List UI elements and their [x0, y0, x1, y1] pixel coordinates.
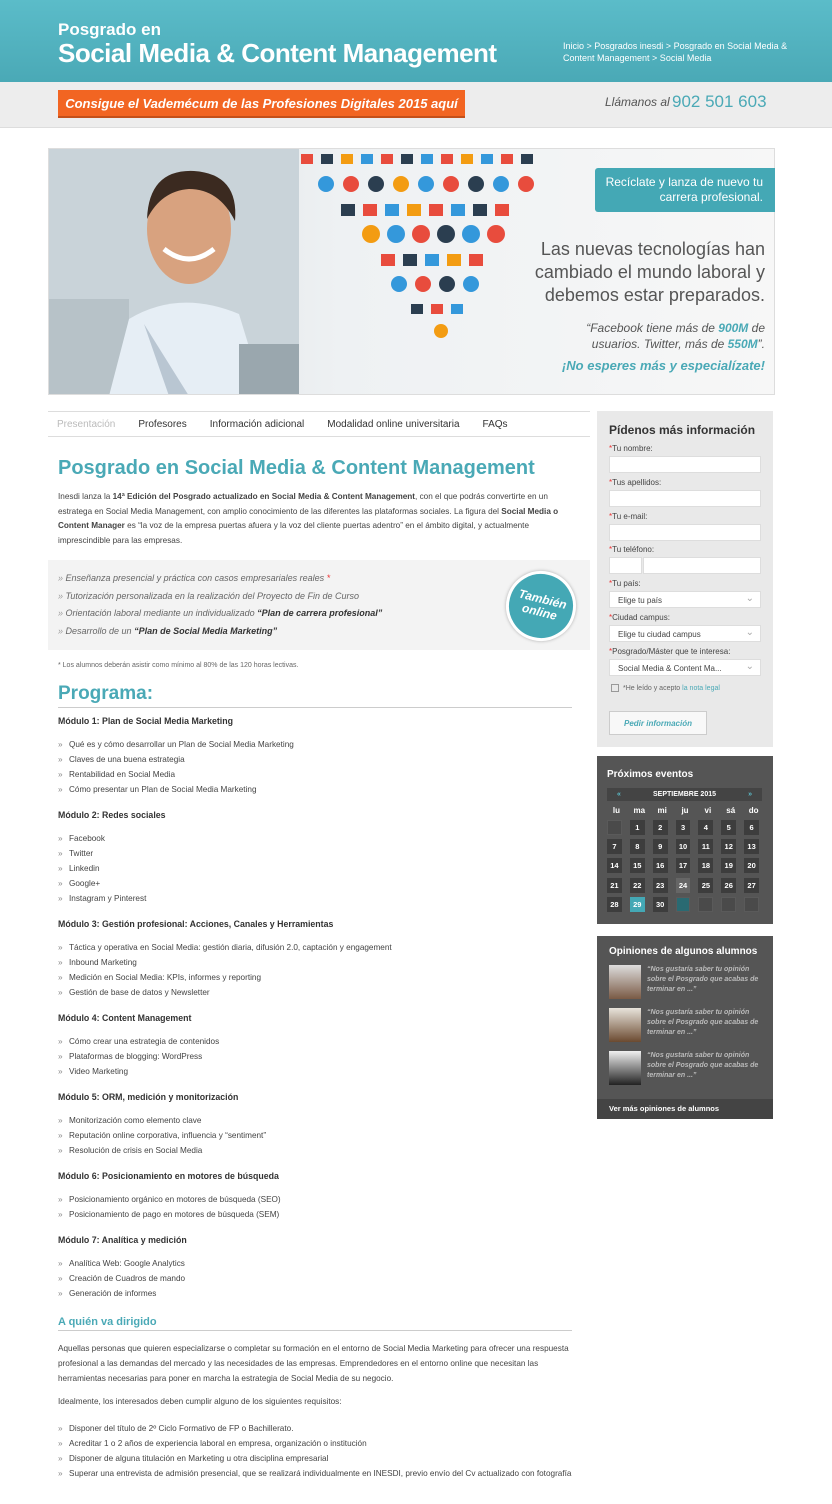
module-item: » Analítica Web: Google Analytics — [58, 1259, 578, 1274]
opinion-item[interactable] — [609, 965, 769, 1001]
module-item: » Posicionamiento de pago en motores de búsqueda (SEM) — [58, 1210, 578, 1225]
module-item: » Cómo presentar un Plan de Social Media Marketing — [58, 785, 578, 800]
module-item: » Monitorización como elemento clave — [58, 1116, 578, 1131]
posgrado-select[interactable]: Social Media & Content Ma... ⌄ — [609, 659, 761, 676]
module-item: » Generación de informes — [58, 1289, 578, 1304]
apellidos-input[interactable] — [609, 490, 761, 507]
module-item: » Gestión de base de datos y Newsletter — [58, 988, 578, 1003]
weekday-label: do — [748, 806, 759, 815]
ciudad-select[interactable]: Elige tu ciudad campus ⌄ — [609, 625, 761, 642]
requirement-item: » Disponer de alguna titulación en Marketing u otra disciplina empresarial — [58, 1451, 578, 1466]
weekday-label: ju — [681, 806, 689, 815]
calendar-day[interactable]: 3 — [676, 820, 691, 835]
field-label-pais: *Tu país: — [609, 579, 641, 588]
module-title: Módulo 3: Gestión profesional: Acciones, Canales y Herramientas — [58, 919, 334, 929]
banner-quote: “Facebook tiene más de 900M de usuarios. Twitter, más de 550M”. — [586, 321, 765, 351]
calendar-day[interactable]: 18 — [698, 858, 713, 873]
programa-heading: Programa: — [58, 683, 572, 708]
banner-headline: Las nuevas tecnologías han cambiado el mundo laboral y debemos estar preparados. — [534, 239, 765, 305]
calendar-weekdays — [605, 806, 765, 815]
module-items — [58, 1037, 578, 1082]
calendar-day[interactable]: 21 — [607, 878, 622, 893]
banner-tag: Recíclate y lanza de nuevo tu carrera profesional. — [595, 168, 775, 212]
module-item: » Plataformas de blogging: WordPress — [58, 1052, 578, 1067]
module-item: » Inbound Marketing — [58, 958, 578, 973]
calendar-week — [607, 839, 767, 858]
tab-presentacion[interactable]: Presentación — [57, 418, 116, 430]
field-label-posgrado: *Posgrado/Máster que te interesa: — [609, 647, 731, 656]
tab-modalidad-online[interactable]: Modalidad online universitaria — [327, 418, 460, 430]
module-items — [58, 1259, 578, 1304]
intro-paragraph: Inesdi lanza la 14ª Edición del Posgrado actualizado en Social Media & Content Management, con el que podrás convertirte en un estratega en Social Media Management, con amplio conocimiento de las diferentes las plataformas sociales. La figura del Social Media o Content Manager es “la voz de la empresa puertas afuera y la voz del cliente puertas adentro” en el ámbito digital, y actualmente imprescindible para las empresas. — [58, 492, 559, 545]
calendar-day[interactable]: 10 — [676, 839, 691, 854]
calendar-day[interactable]: 7 — [607, 839, 622, 854]
module-item: » Facebook — [58, 834, 578, 849]
calendar-day[interactable]: 13 — [744, 839, 759, 854]
requirements-intro: Idealmente, los interesados deben cumplir alguno de los siguientes requisitos: — [58, 1397, 342, 1406]
vademecum-promo-button[interactable] — [58, 90, 465, 118]
calendar-day[interactable]: 9 — [653, 839, 668, 854]
legal-note-link[interactable]: la nota legal — [682, 684, 720, 692]
module-title: Módulo 6: Posicionamiento en motores de búsqueda — [58, 1171, 279, 1181]
feature-item: » Desarrollo de un “Plan de Social Media Marketing” — [58, 623, 382, 641]
calendar-day — [607, 820, 622, 835]
avatar — [609, 965, 641, 999]
module-item: » Qué es y cómo desarrollar un Plan de Social Media Marketing — [58, 740, 578, 755]
legal-checkbox[interactable] — [611, 684, 619, 692]
pais-select[interactable]: Elige tu país ⌄ — [609, 591, 761, 608]
calendar-day[interactable]: 25 — [698, 878, 713, 893]
requirement-item: » Acreditar 1 o 2 años de experiencia laboral en empresa, organización o institución — [58, 1436, 578, 1451]
calendar-day — [744, 897, 759, 912]
calendar-day[interactable]: 29 — [630, 897, 645, 912]
module-item: » Posicionamiento orgánico en motores de búsqueda (SEO) — [58, 1195, 578, 1210]
module-title: Módulo 4: Content Management — [58, 1013, 192, 1023]
module-items — [58, 943, 578, 1003]
calendar-month: SEPTIEMBRE 2015 — [652, 791, 717, 798]
requirement-item: » Superar una entrevista de admisión presencial, que se realizará individualmente en INESDI, previo envío del Cv actualizado con fotografía — [58, 1466, 578, 1481]
calendar-day[interactable]: 12 — [721, 839, 736, 854]
next-month-button[interactable]: » — [748, 791, 752, 798]
field-label-email: *Tu e-mail: — [609, 512, 648, 521]
field-label-nombre: *Tu nombre: — [609, 444, 653, 453]
prev-month-button[interactable]: « — [617, 791, 621, 798]
module-item: » Twitter — [58, 849, 578, 864]
weekday-label: mi — [657, 806, 667, 815]
module-items — [58, 1116, 578, 1161]
calendar-day[interactable]: 19 — [721, 858, 736, 873]
more-opinions-link[interactable]: Ver más opiniones de alumnos — [597, 1099, 773, 1119]
calendar-grid — [607, 820, 767, 916]
site-title-line2[interactable]: Social Media & Content Management — [58, 38, 497, 68]
module-item: » Claves de una buena estrategia — [58, 755, 578, 770]
calendar-day[interactable]: 11 — [698, 839, 713, 854]
calendar-day — [698, 897, 713, 912]
module-item: » Linkedin — [58, 864, 578, 879]
online-badge[interactable]: También online — [499, 564, 584, 649]
avatar — [609, 1008, 641, 1042]
module-items — [58, 740, 578, 800]
phone-number[interactable]: 902 501 603 — [672, 92, 767, 111]
calendar-week — [607, 897, 767, 916]
calendar-day[interactable]: 2 — [653, 820, 668, 835]
calendar-day[interactable]: 28 — [607, 897, 622, 912]
target-paragraph: Aquellas personas que quieren especializarse o completar su formación en el entorno de Social Media Marketing para ofrecer una respuesta profesional a las demandas del mercado y las necesidades de las empresas. Emprendedores en el entorno online que necesitan las herramientas necesarias para poner en marcha la estrategia de Social Media de su negocio. — [58, 1344, 569, 1383]
calendar-day[interactable]: 1 — [630, 820, 645, 835]
module-item: » Creación de Cuadros de mando — [58, 1274, 578, 1289]
field-label-ciudad: *Ciudad campus: — [609, 613, 670, 622]
calendar-day[interactable]: 14 — [607, 858, 622, 873]
opinion-item[interactable] — [609, 1008, 769, 1044]
weekday-label: sá — [726, 806, 736, 815]
feature-item: » Tutorización personalizada en la realización del Proyecto de Fin de Curso — [58, 588, 382, 606]
call-label: Llámanos al — [605, 95, 670, 109]
opinion-quote: “Nos gustaría saber tu opinión sobre el Posgrado que acabas de terminar en ...” — [647, 966, 759, 993]
calendar-day — [676, 897, 691, 912]
module-title: Módulo 2: Redes sociales — [58, 810, 166, 820]
opinion-quote: “Nos gustaría saber tu opinión sobre el Posgrado que acabas de terminar en ...” — [647, 1009, 759, 1036]
site-title-line1: Posgrado en — [58, 20, 161, 39]
module-title: Módulo 5: ORM, medición y monitorización — [58, 1092, 239, 1102]
requirements-list — [58, 1421, 578, 1481]
info-request-form — [597, 411, 773, 747]
calendar-day[interactable]: 22 — [630, 878, 645, 893]
calendar-day — [721, 897, 736, 912]
avatar — [609, 1051, 641, 1085]
module-title: Módulo 7: Analítica y medición — [58, 1235, 187, 1245]
field-label-apellidos: *Tus apellidos: — [609, 478, 662, 487]
calendar-day[interactable]: 26 — [721, 878, 736, 893]
calendar-day[interactable]: 16 — [653, 858, 668, 873]
calendar-week — [607, 878, 767, 897]
events-title: Próximos eventos — [607, 769, 694, 780]
legal-checkbox-row[interactable]: *He leído y acepto la nota legal — [611, 684, 720, 692]
calendar-day[interactable]: 4 — [698, 820, 713, 835]
weekday-label: ma — [633, 806, 646, 815]
module-items — [58, 1195, 578, 1225]
module-item: » Resolución de crisis en Social Media — [58, 1146, 578, 1161]
module-item: » Instagram y Pinterest — [58, 894, 578, 909]
content-tabs — [48, 411, 590, 437]
promo-label-strong: aquí — [431, 95, 458, 111]
modules-list — [58, 716, 578, 1314]
calendar-day[interactable]: 24 — [676, 878, 691, 893]
calendar-day[interactable]: 8 — [630, 839, 645, 854]
calendar-day[interactable]: 30 — [653, 897, 668, 912]
requirement-item: » Disponer del título de 2º Ciclo Formativo de FP o Bachillerato. — [58, 1421, 578, 1436]
opinion-item[interactable] — [609, 1051, 769, 1087]
module-item: » Cómo crear una estrategia de contenidos — [58, 1037, 578, 1052]
feature-item: » Orientación laboral mediante un individualizado “Plan de carrera profesional” — [58, 605, 382, 623]
calendar-day[interactable]: 15 — [630, 858, 645, 873]
submit-button[interactable]: Pedir información — [609, 711, 707, 735]
weekday-label: vi — [704, 806, 712, 815]
smiling-man-photo — [49, 149, 299, 395]
tab-profesores[interactable]: Profesores — [138, 418, 187, 430]
module-items — [58, 834, 578, 909]
module-item: » Táctica y operativa en Social Media: gestión diaria, difusión 2.0, captación y engagement — [58, 943, 578, 958]
telefono-input[interactable] — [643, 557, 761, 574]
calendar-header — [607, 788, 762, 801]
module-title: Módulo 1: Plan de Social Media Marketing — [58, 716, 233, 726]
opinions-box — [597, 936, 773, 1119]
calendar-day[interactable]: 23 — [653, 878, 668, 893]
tab-faqs[interactable]: FAQs — [482, 418, 508, 430]
footnote: * Los alumnos deberán asistir como mínimo al 80% de las 120 horas lectivas. — [58, 662, 299, 669]
promo-label: Consigue el Vademécum de las Profesiones Digitales 2015 — [65, 95, 428, 111]
field-label-telefono: *Tu teléfono: — [609, 545, 655, 554]
calendar-week — [607, 858, 767, 877]
module-item: » Google+ — [58, 879, 578, 894]
events-calendar — [597, 756, 773, 924]
calendar-day[interactable]: 20 — [744, 858, 759, 873]
calendar-day[interactable]: 6 — [744, 820, 759, 835]
module-item: » Rentabilidad en Social Media — [58, 770, 578, 785]
opinions-title: Opiniones de algunos alumnos — [609, 946, 758, 957]
calendar-day[interactable]: 5 — [721, 820, 736, 835]
site-header — [0, 0, 832, 82]
weekday-label: lu — [612, 806, 620, 815]
module-item: » Video Marketing — [58, 1067, 578, 1082]
module-item: » Medición en Social Media: KPIs, informes y reporting — [58, 973, 578, 988]
calendar-day[interactable]: 17 — [676, 858, 691, 873]
page-title: Posgrado en Social Media & Content Management — [58, 457, 535, 479]
nombre-input[interactable] — [609, 456, 761, 473]
breadcrumb[interactable]: Inicio > Posgrados inesdi > Posgrado en Social Media & Content Management > Social Media — [563, 41, 788, 63]
email-input[interactable] — [609, 524, 761, 541]
features-list — [58, 570, 382, 640]
opinion-quote: “Nos gustaría saber tu opinión sobre el Posgrado que acabas de terminar en ...” — [647, 1052, 759, 1079]
feature-item: » Enseñanza presencial y práctica con casos empresariales reales * — [58, 570, 382, 588]
banner-cta: ¡No esperes más y especialízate! — [561, 358, 765, 373]
target-heading: A quién va dirigido — [58, 1316, 572, 1331]
module-item: » Reputación online corporativa, influencia y “sentiment” — [58, 1131, 578, 1146]
calendar-day[interactable]: 27 — [744, 878, 759, 893]
calendar-week — [607, 820, 767, 839]
phone-prefix-input[interactable] — [609, 557, 642, 574]
tab-informacion-adicional[interactable]: Información adicional — [209, 418, 305, 430]
form-title: Pídenos más información — [609, 423, 756, 437]
